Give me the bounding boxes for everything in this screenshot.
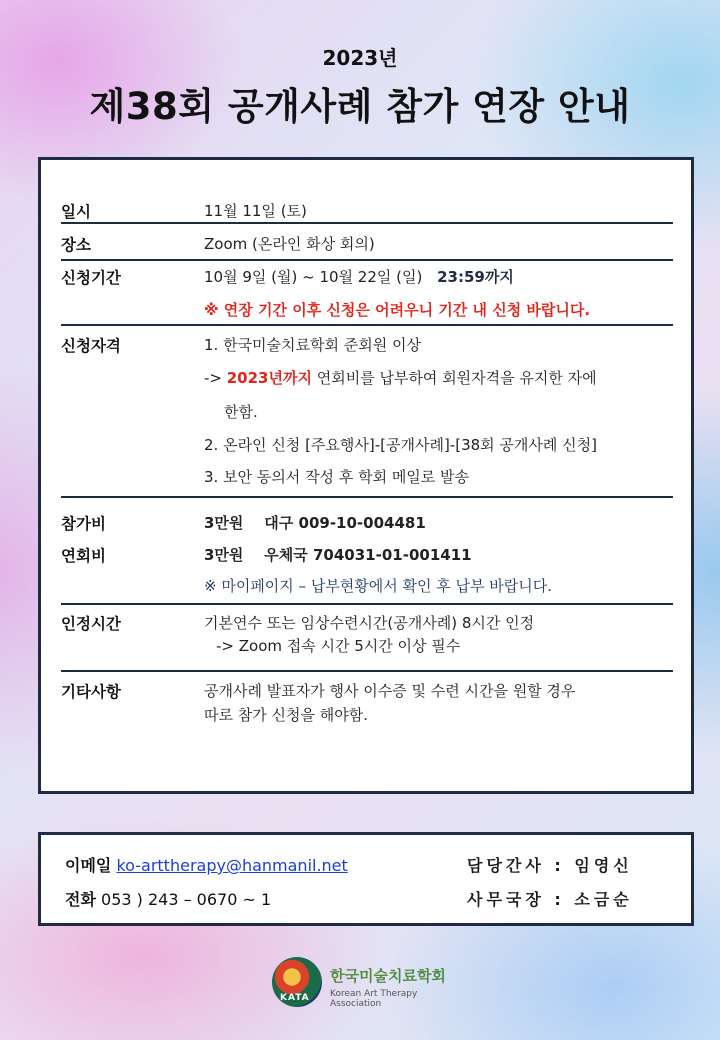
- phone-value: 053 ) 243 – 0670 ~ 1: [101, 890, 272, 909]
- logo-english-name: Korean Art Therapy Association: [330, 989, 418, 1009]
- email-label: 이메일: [65, 856, 112, 875]
- qualification-line1: 1. 한국미술치료학회 준회원 이상: [204, 336, 421, 354]
- divider: [61, 324, 673, 326]
- qualification-line2-text: 연회비를 납부하여 회원자격을 유지한 자에: [311, 369, 597, 387]
- logo-korean-name: 한국미술치료학회: [330, 967, 446, 985]
- contact-panel: [38, 832, 694, 926]
- period-notice: ※ 연장 기간 이후 신청은 어려우니 기간 내 신청 바랍니다.: [204, 301, 591, 319]
- credit-line2: -> Zoom 접속 시간 5시간 이상 필수: [216, 637, 461, 655]
- phone-line: [65, 887, 271, 910]
- phone-label: 전화: [65, 890, 96, 909]
- etc-line1: 공개사례 발표자가 행사 이수증 및 수련 시간을 원할 경우: [204, 682, 576, 700]
- staff-secretary: 담당간사 : 임영신: [467, 856, 633, 875]
- divider: [61, 496, 673, 498]
- logo-abbreviation: KATA: [280, 993, 310, 1003]
- place-value: Zoom (온라인 화상 회의): [204, 235, 375, 253]
- email-line: [65, 853, 348, 876]
- fee-value: 3만원 대구 009-10-004481: [204, 514, 426, 532]
- credit-line1: 기본연수 또는 임상수련시간(공개사례) 8시간 인정: [204, 614, 535, 632]
- etc-label: 기타사항: [61, 683, 121, 701]
- annual-fee-label: 연회비: [61, 547, 106, 565]
- qualification-arrow: ->: [204, 369, 227, 387]
- qualification-line2: [204, 367, 597, 388]
- qualification-line3: 한함.: [224, 403, 258, 421]
- date-value: 11월 11일 (토): [204, 202, 307, 220]
- credit-label: 인정시간: [61, 615, 121, 633]
- event-info-panel: [38, 157, 694, 794]
- fee-note: ※ 마이페이지 – 납부현황에서 확인 후 납부 바랍니다.: [204, 577, 553, 595]
- email-link[interactable]: ko-arttherapy@hanmanil.net: [116, 856, 348, 875]
- qualification-line5: 3. 보안 동의서 작성 후 학회 메일로 발송: [204, 468, 470, 486]
- period-deadline: 23:59까지: [437, 268, 514, 286]
- period-value: 10월 9일 (월) ~ 10월 22일 (일): [204, 268, 423, 286]
- date-label: 일시: [61, 203, 91, 221]
- page-title: 제38회 공개사례 참가 연장 안내: [89, 85, 631, 128]
- fee-label: 참가비: [61, 515, 106, 533]
- divider: [61, 222, 673, 224]
- staff-director: 사무국장 : 소금순: [467, 890, 633, 909]
- divider: [61, 603, 673, 605]
- period-value-wrap: [204, 266, 514, 287]
- annual-fee-value: 3만원 우체국 704031-01-001411: [204, 546, 472, 564]
- place-label: 장소: [61, 236, 91, 254]
- period-label: 신청기간: [61, 269, 121, 287]
- divider: [61, 259, 673, 261]
- association-logo: [272, 955, 462, 1015]
- event-year: 2023년: [322, 46, 398, 70]
- qualification-year: 2023년까지: [226, 369, 312, 387]
- qualification-line4: 2. 온라인 신청 [주요행사]-[공개사례]-[38회 공개사례 신청]: [204, 436, 597, 454]
- divider: [61, 670, 673, 672]
- qualification-label: 신청자격: [61, 337, 121, 355]
- etc-line2: 따로 참가 신청을 해야함.: [204, 706, 368, 724]
